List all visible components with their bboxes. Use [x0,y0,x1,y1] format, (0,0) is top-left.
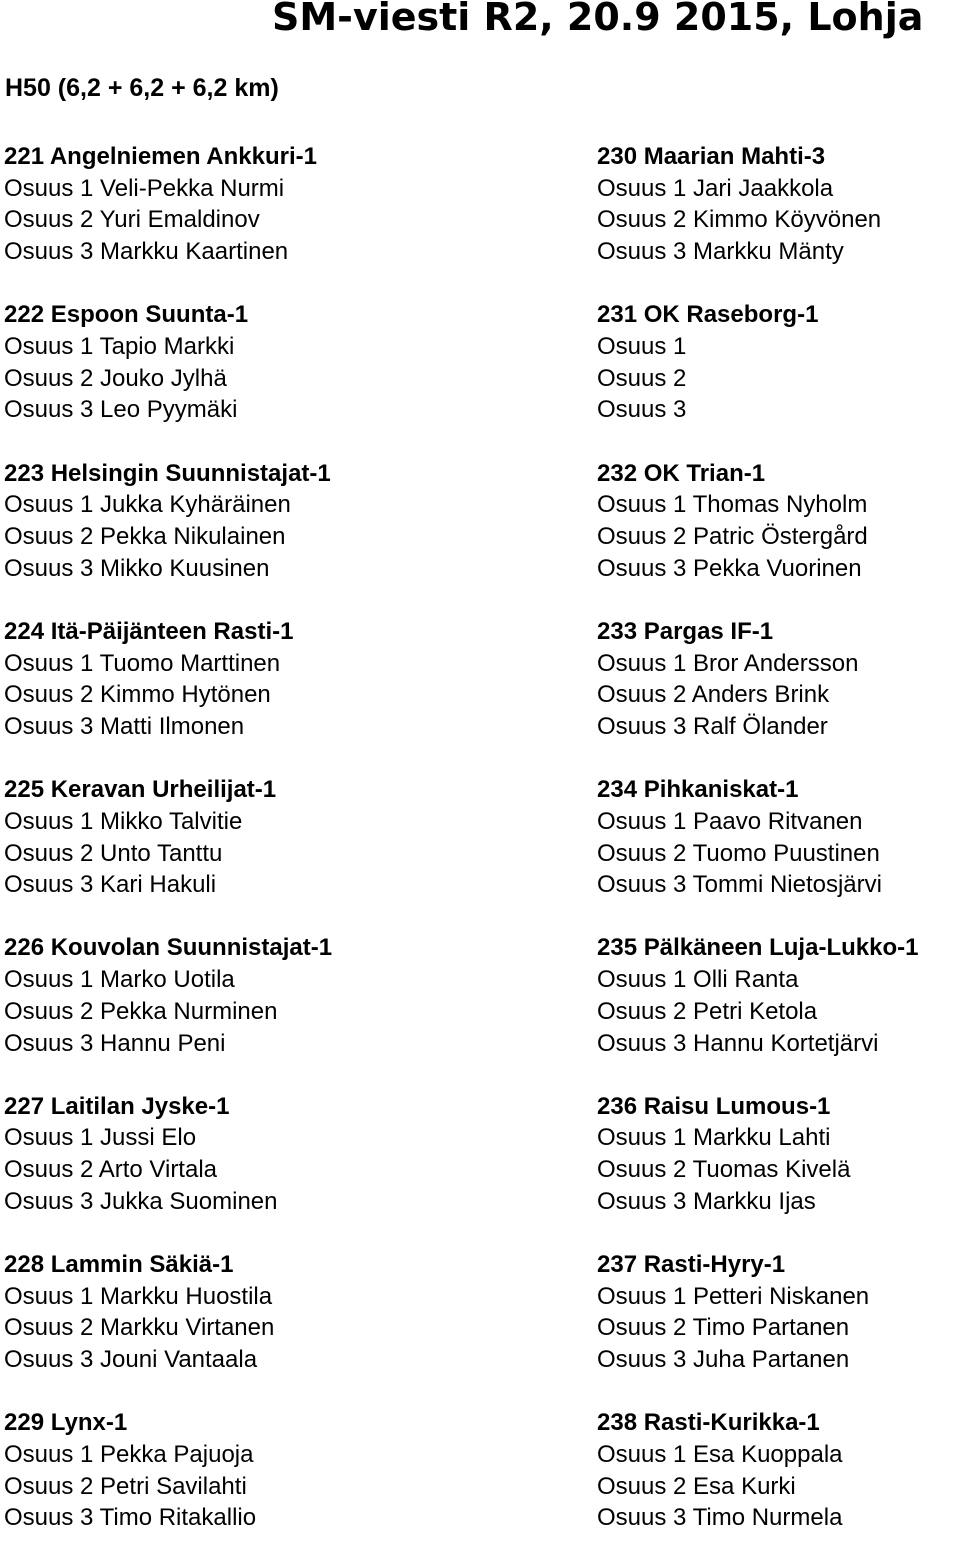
leg-runner: Osuus 2 Arto Virtala [4,1156,217,1184]
leg-runner: Osuus 1 Marko Uotila [4,966,235,994]
team-name: 232 OK Trian-1 [597,459,766,487]
leg-runner: Osuus 3 Timo Nurmela [597,1504,843,1532]
team-block [597,932,960,1090]
leg-runner: Osuus 3 Hannu Peni [4,1029,226,1057]
team-name: 230 Maarian Mahti-3 [597,143,826,170]
leg-runner: Osuus 1 Olli Ranta [597,966,799,994]
team-name: 237 Rasti-Hyry-1 [597,1251,786,1279]
leg-runner: Osuus 1 Paavo Ritvanen [597,807,863,835]
leg-runner: Osuus 3 Markku Kaartinen [4,238,289,266]
team-name: 235 Pälkäneen Luja-Lukko-1 [597,934,919,962]
leg-runner: Osuus 3 Ralf Ölander [597,712,828,740]
team-name: 224 Itä-Päijänteen Rasti-1 [4,617,294,645]
leg-runner: Osuus 2 Pekka Nurminen [4,997,278,1025]
leg-runner: Osuus 3 Pekka Vuorinen [597,554,862,582]
right-column [597,141,960,1566]
team-block [4,458,474,616]
leg-runner: Osuus 1 Markku Huostila [4,1282,273,1310]
leg-runner: Osuus 2 Unto Tanttu [4,839,223,867]
leg-runner: Osuus 2 [597,364,687,392]
team-name: 229 Lynx-1 [4,1409,128,1437]
team-block [597,1249,960,1407]
team-name: 228 Lammin Säkiä-1 [4,1251,234,1279]
team-block [4,774,474,932]
leg-runner: Osuus 1 Bror Andersson [597,649,859,677]
leg-runner: Osuus 1 Jussi Elo [4,1124,197,1152]
team-name: 221 Angelniemen Ankkuri-1 [4,143,317,170]
team-name: 231 OK Raseborg-1 [597,301,819,329]
leg-runner: Osuus 3 Jukka Suominen [4,1187,278,1215]
leg-runner: Osuus 2 Kimmo Köyvönen [597,206,882,234]
leg-runner: Osuus 2 Kimmo Hytönen [4,681,271,709]
class-heading: H50 (6,2 + 6,2 + 6,2 km) [5,74,279,102]
leg-runner: Osuus 1 Pekka Pajuoja [4,1441,254,1469]
team-block [4,299,474,457]
team-block [597,1407,960,1565]
leg-runner: Osuus 2 Esa Kurki [597,1472,796,1500]
leg-runner: Osuus 3 Jouni Vantaala [4,1346,258,1374]
team-name: 225 Keravan Urheilijat-1 [4,776,277,804]
leg-runner: Osuus 3 Kari Hakuli [4,871,217,899]
team-name: 227 Laitilan Jyske-1 [4,1092,230,1120]
leg-runner: Osuus 3 Hannu Kortetjärvi [597,1029,879,1057]
team-block [597,774,960,932]
left-column [4,141,474,1566]
leg-runner: Osuus 2 Jouko Jylhä [4,364,227,392]
leg-runner: Osuus 2 Pekka Nikulainen [4,522,286,550]
leg-runner: Osuus 3 [597,396,687,424]
leg-runner: Osuus 2 Petri Ketola [597,997,818,1025]
leg-runner: Osuus 2 Timo Partanen [597,1314,850,1342]
team-name: 238 Rasti-Kurikka-1 [597,1409,820,1437]
leg-runner: Osuus 2 Markku Virtanen [4,1314,275,1342]
leg-runner: Osuus 1 Mikko Talvitie [4,807,243,835]
leg-runner: Osuus 1 Thomas Nyholm [597,491,868,519]
team-name: 233 Pargas IF-1 [597,617,774,645]
leg-runner: Osuus 3 Markku Mänty [597,238,844,266]
leg-runner: Osuus 3 Markku Ijas [597,1187,816,1215]
team-block [597,141,960,299]
team-block [4,616,474,774]
leg-runner: Osuus 1 Petteri Niskanen [597,1282,870,1310]
team-block [4,141,474,299]
leg-runner: Osuus 3 Matti Ilmonen [4,712,245,740]
leg-runner: Osuus 3 Mikko Kuusinen [4,554,270,582]
leg-runner: Osuus 1 [597,332,687,360]
team-name: 234 Pihkaniskat-1 [597,776,799,804]
team-block [597,299,960,457]
leg-runner: Osuus 1 Esa Kuoppala [597,1441,843,1469]
leg-runner: Osuus 2 Anders Brink [597,681,830,709]
team-block [597,458,960,616]
team-name: 226 Kouvolan Suunnistajat-1 [4,934,333,962]
leg-runner: Osuus 1 Jukka Kyhäräinen [4,491,291,519]
leg-runner: Osuus 1 Veli-Pekka Nurmi [4,174,285,202]
leg-runner: Osuus 2 Tuomo Puustinen [597,839,880,867]
leg-runner: Osuus 2 Patric Östergård [597,522,868,550]
team-block [4,932,474,1090]
page-title: SM-viesti R2, 20.9 2015, Lohja [272,0,924,39]
team-block [4,1091,474,1249]
team-name: 223 Helsingin Suunnistajat-1 [4,459,331,487]
team-block [4,1249,474,1407]
leg-runner: Osuus 3 Timo Ritakallio [4,1504,257,1532]
team-name: 236 Raisu Lumous-1 [597,1092,831,1120]
team-name: 222 Espoon Suunta-1 [4,301,249,329]
leg-runner: Osuus 1 Tuomo Marttinen [4,649,281,677]
team-block [597,1091,960,1249]
team-block [597,616,960,774]
leg-runner: Osuus 1 Markku Lahti [597,1124,831,1152]
leg-runner: Osuus 2 Tuomas Kivelä [597,1156,851,1184]
leg-runner: Osuus 1 Jari Jaakkola [597,174,834,202]
team-block [4,1407,474,1565]
leg-runner: Osuus 2 Yuri Emaldinov [4,206,260,234]
leg-runner: Osuus 1 Tapio Markki [4,332,235,360]
leg-runner: Osuus 2 Petri Savilahti [4,1472,247,1500]
leg-runner: Osuus 3 Leo Pyymäki [4,396,238,424]
leg-runner: Osuus 3 Tommi Nietosjärvi [597,871,882,899]
leg-runner: Osuus 3 Juha Partanen [597,1346,850,1374]
